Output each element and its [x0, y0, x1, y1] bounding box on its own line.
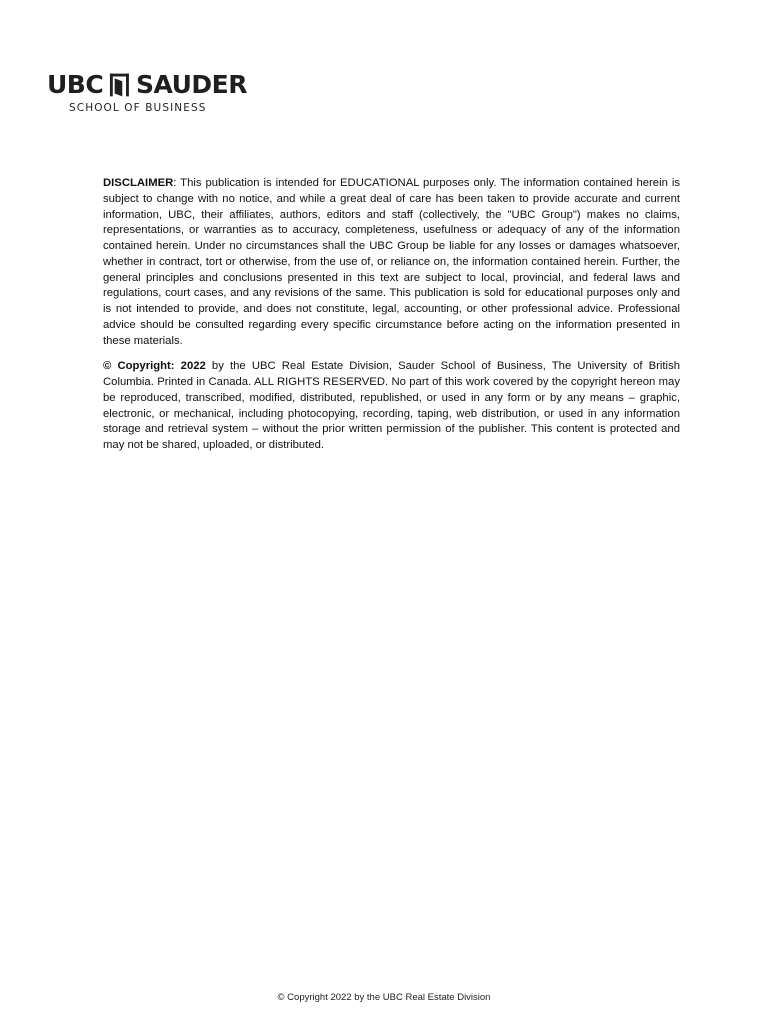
disclaimer-label: DISCLAIMER — [103, 177, 174, 189]
copyright-label: © Copyright: 2022 — [103, 360, 206, 373]
page-footer: © Copyright 2022 by the UBC Real Estate Division — [277, 992, 491, 1003]
logo-wordmark — [47, 70, 247, 100]
disclaimer-paragraph — [103, 176, 680, 349]
disclaimer-text: : This publication is intended for EDUCATIONAL purposes only. The information contained herein is subject to change with no notice, and while a great deal of care has been taken to provide accurate and current information, UBC, their affiliates, authors, editors and staff (collectively, the "UBC Group") makes no claims, representations, or warranties as to accuracy, completeness, usefulness or adequacy of any of the information contained herein. Under no circumstances shall the UBC Group be liable for any losses or damages whatsoever, whether in contract, tort or otherwise, from the use of, or reliance on, the information contained herein. Further, the general principles and conclusions presented in this text are subject to local, provincial, and federal laws and regulations, court cases, and any revisions of the same. This publication is sold for educational purposes only and is not intended to provide, and does not constitute, legal, accounting, or other professional advice. Professional advice should be consulted regarding every specific circumstance before acting on the information presented in these materials. — [103, 177, 680, 347]
logo-ubc-word: UBC — [47, 70, 104, 99]
logo-sauder-word: SAUDER — [136, 70, 247, 99]
logo-subtitle: SCHOOL OF BUSINESS — [69, 102, 207, 114]
copyright-paragraph — [103, 359, 680, 454]
door-mark-icon — [109, 72, 130, 98]
legal-content — [103, 176, 680, 464]
copyright-text: by the UBC Real Estate Division, Sauder School of Business, The University of British Columbia. Printed in Canada. ALL RIGHTS RESERVED. No part of this work covered by the copyright hereon may be reproduced, transcribed, modified, distributed, republished, or used in any form or by any means – graphic, electronic, or mechanical, including photocopying, recording, taping, web distribution, or used in any information storage and retrieval system – without the prior written permission of the publisher. This content is protected and may not be shared, uploaded, or distributed. — [103, 360, 680, 451]
ubc-sauder-logo — [47, 70, 247, 120]
